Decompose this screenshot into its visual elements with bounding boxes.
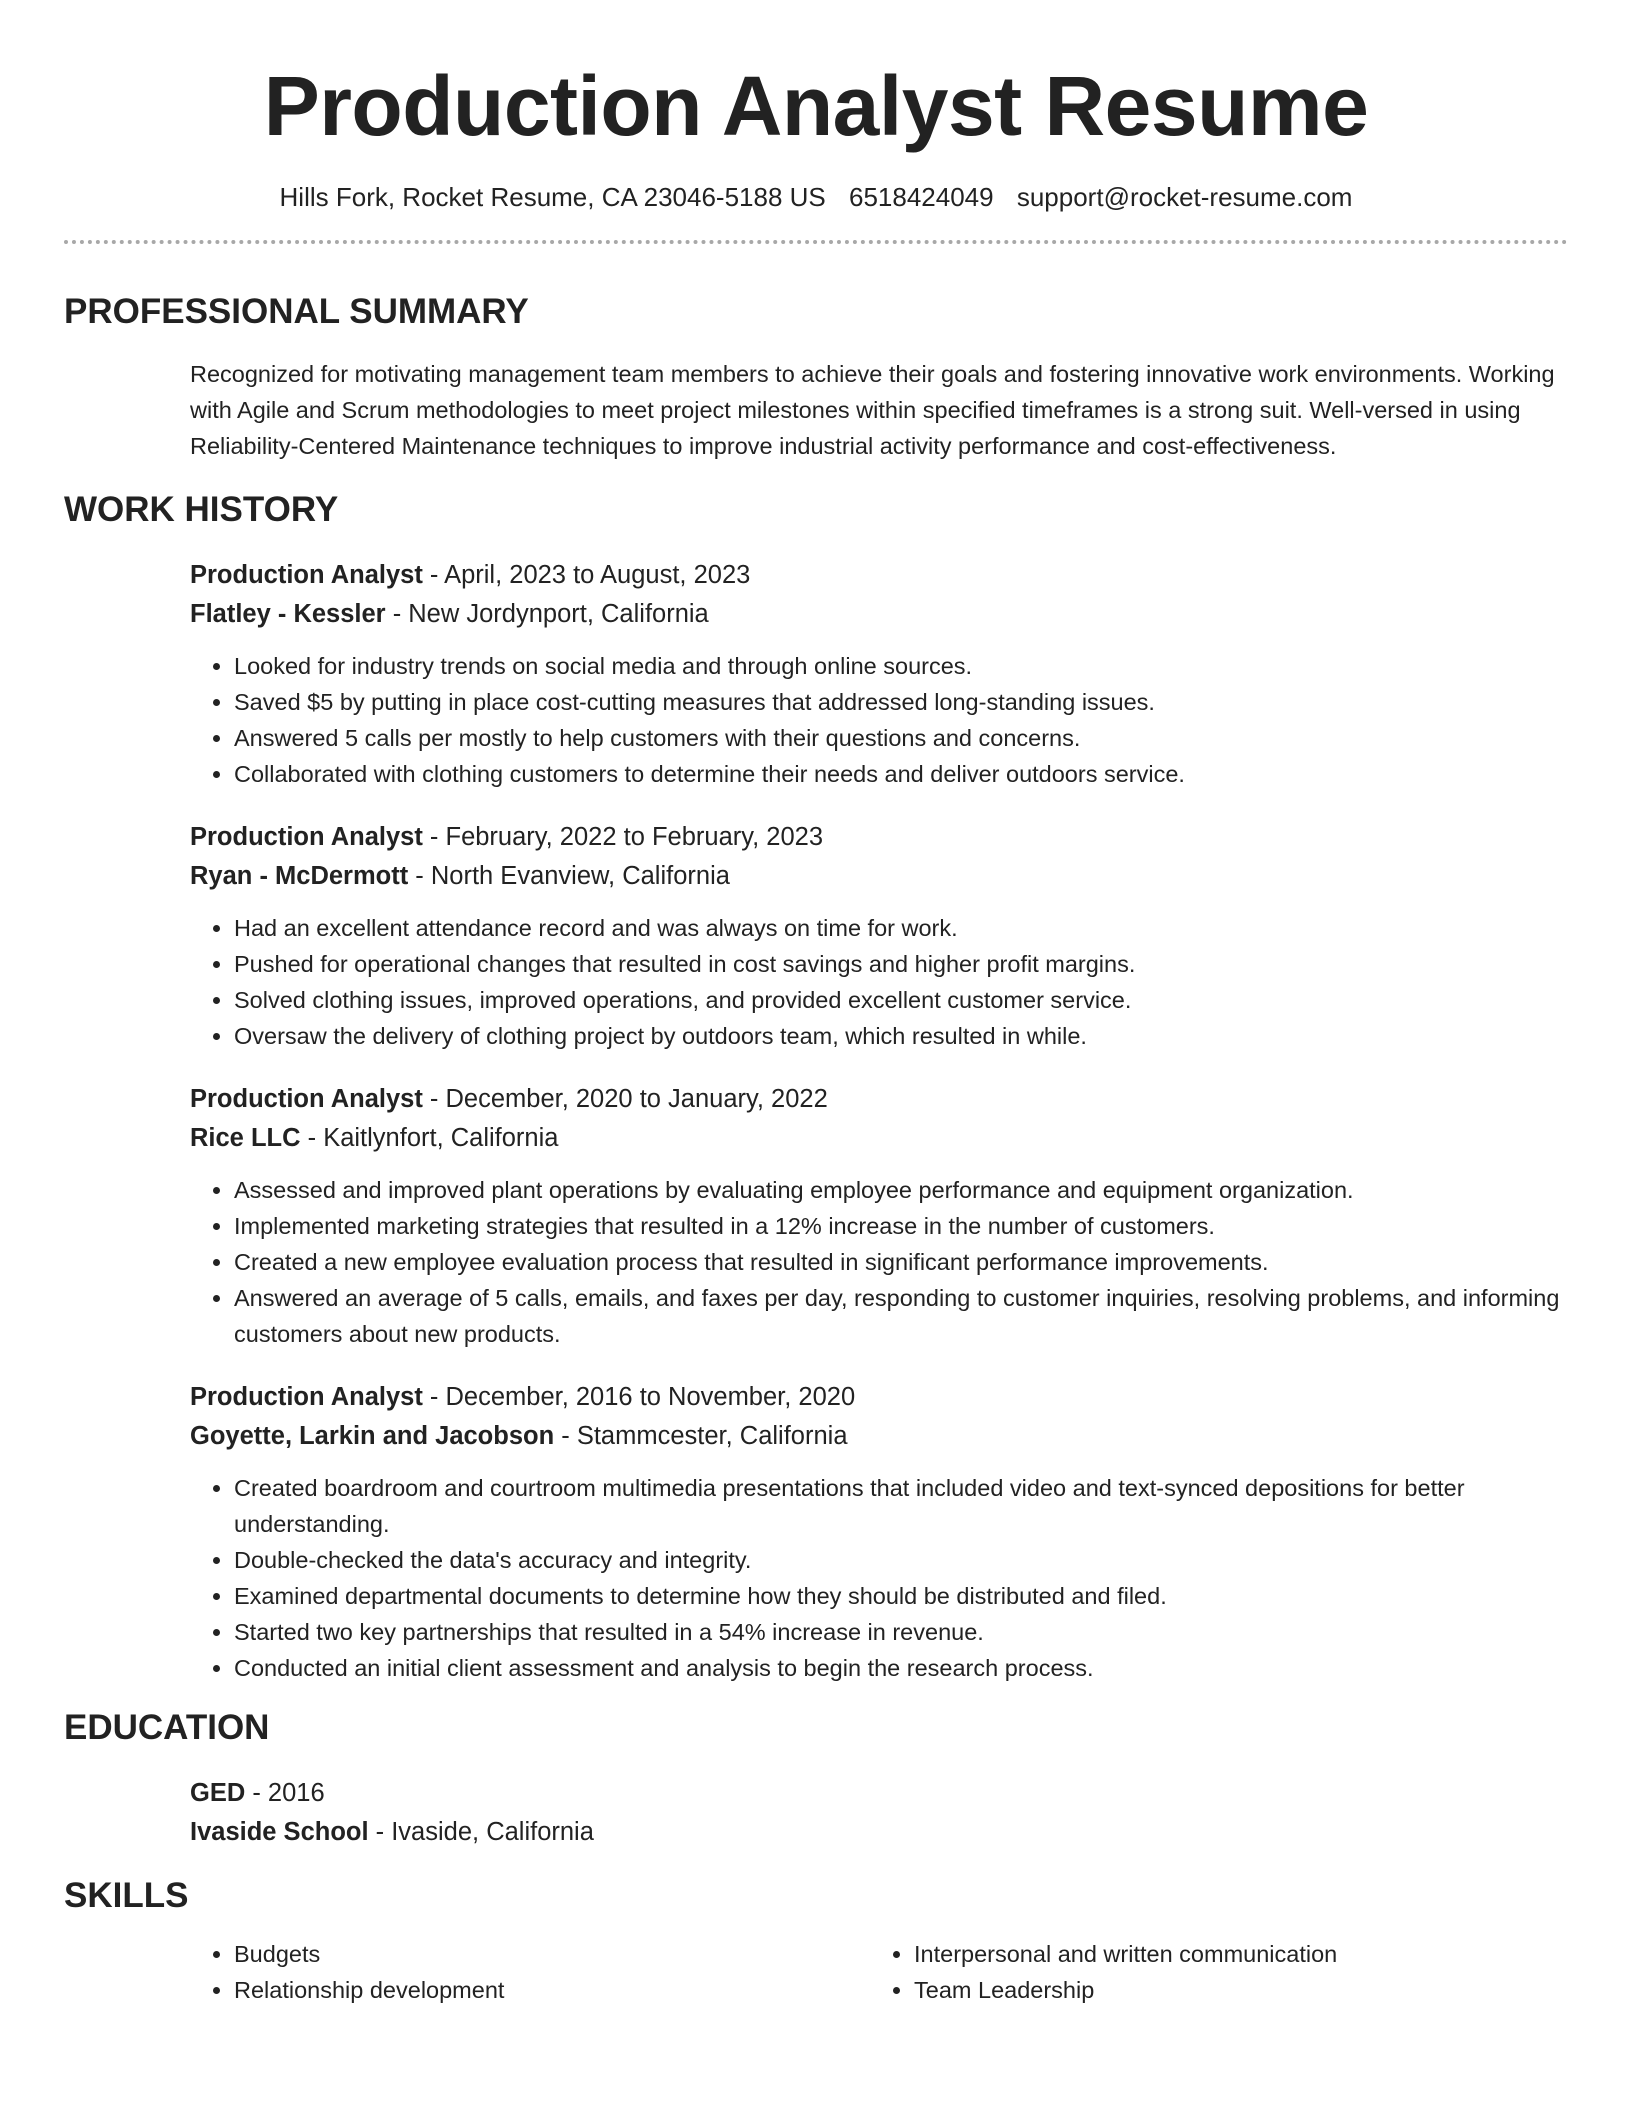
job-title-line xyxy=(190,556,1568,595)
skills-column-left xyxy=(190,1936,870,2008)
skills-bullets-right xyxy=(870,1936,1550,2008)
job-title: Production Analyst xyxy=(190,1085,423,1113)
list-item: • Team Leadership xyxy=(914,1972,1550,2008)
list-item: • Created a new employee evaluation process that resulted in significant performance improvements. xyxy=(234,1244,1568,1280)
job-company-line xyxy=(190,1417,1568,1456)
job-company: Goyette, Larkin and Jacobson xyxy=(190,1422,555,1450)
section-title-work-history: WORK HISTORY xyxy=(64,490,339,529)
list-item: • Created boardroom and courtroom multimedia presentations that included video and text-synced depositions for better understanding. xyxy=(234,1470,1568,1542)
job-title: Production Analyst xyxy=(190,561,423,589)
contact-line xyxy=(64,180,1568,214)
job-location: - Stammcester, California xyxy=(554,1422,848,1450)
list-item: • Double-checked the data's accuracy and integrity. xyxy=(234,1542,1568,1578)
job-company: Flatley - Kessler xyxy=(190,600,386,628)
job-company-line xyxy=(190,857,1568,896)
job-location: - New Jordynport, California xyxy=(385,600,709,628)
contact-phone: 6518424049 xyxy=(849,182,994,212)
list-item: • Had an excellent attendance record and was always on time for work. xyxy=(234,910,1568,946)
section-title-skills: SKILLS xyxy=(64,1876,189,1915)
resume-page xyxy=(64,0,1568,2008)
job-company-line xyxy=(190,1119,1568,1158)
list-item: • Solved clothing issues, improved operations, and provided excellent customer service. xyxy=(234,982,1568,1018)
education-entry xyxy=(190,1774,1568,1852)
list-item: • Implemented marketing strategies that resulted in a 12% increase in the number of customers. xyxy=(234,1208,1568,1244)
job-title: Production Analyst xyxy=(190,823,423,851)
job-title: Production Analyst xyxy=(190,1383,423,1411)
job-company-line xyxy=(190,595,1568,634)
education-school-line xyxy=(190,1813,1568,1852)
job-entry xyxy=(190,556,1568,792)
contact-address: Hills Fork, Rocket Resume, CA 23046-5188 US xyxy=(279,182,826,212)
section-title-summary: PROFESSIONAL SUMMARY xyxy=(64,292,529,331)
job-entry xyxy=(190,1080,1568,1352)
job-dates: - December, 2016 to November, 2020 xyxy=(422,1383,856,1411)
job-bullets xyxy=(190,648,1568,792)
list-item: • Answered 5 calls per mostly to help customers with their questions and concerns. xyxy=(234,720,1568,756)
education-location: - Ivaside, California xyxy=(368,1818,594,1846)
job-company: Rice LLC xyxy=(190,1124,301,1152)
list-item: • Saved $5 by putting in place cost-cutting measures that addressed long-standing issues. xyxy=(234,684,1568,720)
header-divider xyxy=(64,240,1568,244)
job-dates: - December, 2020 to January, 2022 xyxy=(422,1085,828,1113)
list-item: • Relationship development xyxy=(234,1972,870,2008)
resume-title: Production Analyst Resume xyxy=(263,59,1369,153)
education-year: - 2016 xyxy=(245,1779,325,1807)
list-item: • Budgets xyxy=(234,1936,870,1972)
job-title-line xyxy=(190,1378,1568,1417)
job-location: - Kaitlynfort, California xyxy=(300,1124,559,1152)
job-title-line xyxy=(190,818,1568,857)
list-item: • Pushed for operational changes that resulted in cost savings and higher profit margins. xyxy=(234,946,1568,982)
job-bullets xyxy=(190,1172,1568,1352)
skills-bullets-left xyxy=(190,1936,870,2008)
summary-text: Recognized for motivating management team members to achieve their goals and fostering innovative work environments. Working with Agile and Scrum methodologies to meet project milestones within specified timeframes is a strong suit. Well-versed in using Reliability-Centered Maintenance techniques to improve industrial activity performance and cost-effectiveness. xyxy=(190,361,1555,459)
job-location: - North Evanview, California xyxy=(408,862,730,890)
list-item: • Examined departmental documents to determine how they should be distributed and filed. xyxy=(234,1578,1568,1614)
list-item: • Assessed and improved plant operations by evaluating employee performance and equipment organization. xyxy=(234,1172,1568,1208)
skills-column-right xyxy=(870,1936,1550,2008)
education-degree: GED xyxy=(190,1779,246,1807)
job-bullets xyxy=(190,910,1568,1054)
job-bullets xyxy=(190,1470,1568,1686)
list-item: • Oversaw the delivery of clothing project by outdoors team, which resulted in while. xyxy=(234,1018,1568,1054)
job-entry xyxy=(190,818,1568,1054)
section-title-education: EDUCATION xyxy=(64,1708,270,1747)
list-item: • Looked for industry trends on social media and through online sources. xyxy=(234,648,1568,684)
list-item: • Conducted an initial client assessment and analysis to begin the research process. xyxy=(234,1650,1568,1686)
contact-email: support@rocket-resume.com xyxy=(1016,182,1353,212)
job-company: Ryan - McDermott xyxy=(190,862,409,890)
job-entry xyxy=(190,1378,1568,1686)
list-item: • Interpersonal and written communication xyxy=(914,1936,1550,1972)
job-title-line xyxy=(190,1080,1568,1119)
education-school: Ivaside School xyxy=(190,1818,369,1846)
list-item: • Answered an average of 5 calls, emails, and faxes per day, responding to customer inquiries, resolving problems, and informing customers about new products. xyxy=(234,1280,1568,1352)
list-item: • Collaborated with clothing customers to determine their needs and deliver outdoors service. xyxy=(234,756,1568,792)
education-degree-line xyxy=(190,1774,1568,1813)
job-dates: - April, 2023 to August, 2023 xyxy=(422,561,751,589)
work-history-list xyxy=(190,556,1568,1686)
job-dates: - February, 2022 to February, 2023 xyxy=(422,823,824,851)
skills-list xyxy=(190,1936,1568,2008)
list-item: • Started two key partnerships that resulted in a 54% increase in revenue. xyxy=(234,1614,1568,1650)
